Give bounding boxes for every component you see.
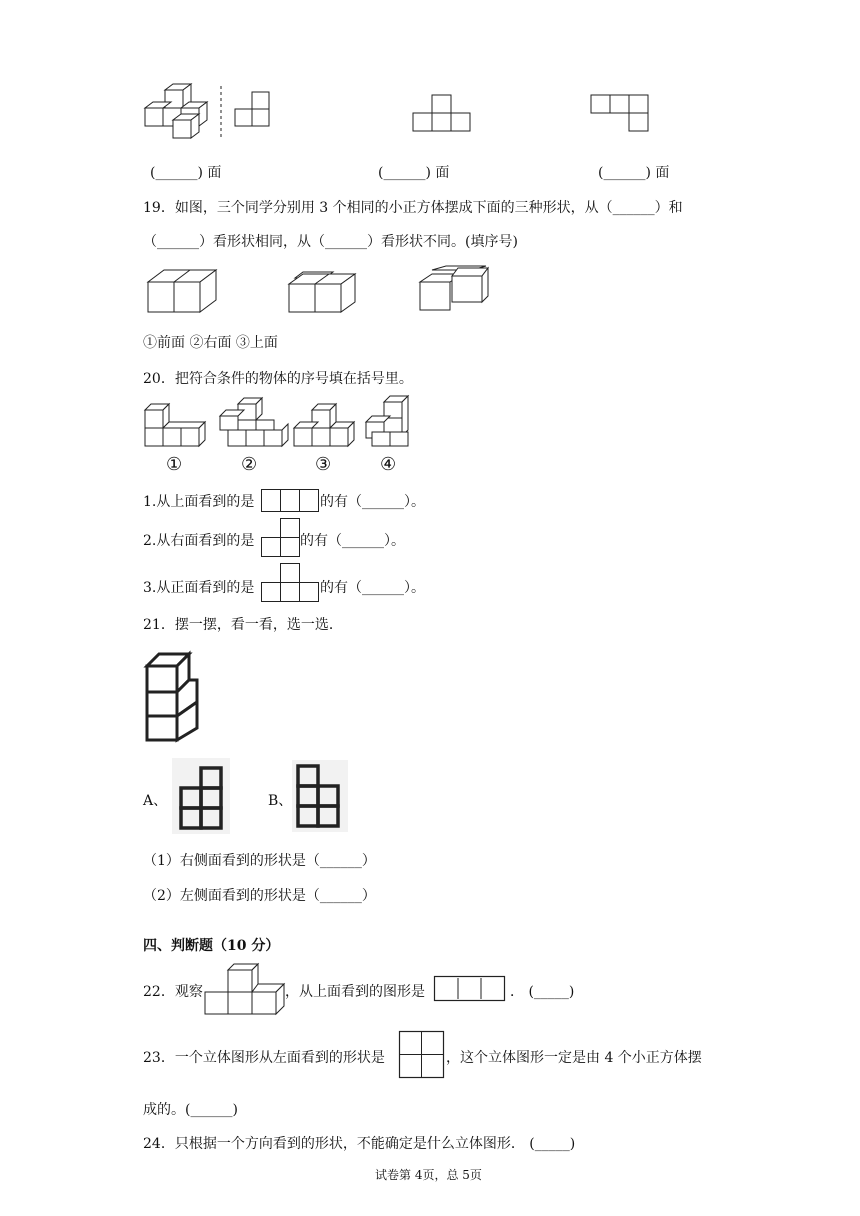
- q20-s1-suffix[interactable]: 的有（______）。: [320, 494, 425, 510]
- q20-object-2: [218, 396, 290, 452]
- q21-option-b-shape[interactable]: [292, 760, 350, 836]
- q18-view-c: [590, 94, 652, 134]
- q23-left-view-shape: [399, 1031, 445, 1079]
- q20-s2-shape: [261, 518, 303, 560]
- q18-blank-2[interactable]: (______) 面: [378, 165, 450, 181]
- q20-object-3: [292, 400, 364, 452]
- q21-option-a-shape[interactable]: [172, 758, 232, 834]
- q19-shape-1: [146, 268, 226, 318]
- q22-prefix: 22．观察: [143, 984, 203, 1000]
- q20-s2-suffix[interactable]: 的有（______）。: [300, 533, 405, 549]
- q20-title: 20．把符合条件的物体的序号填在括号里。: [143, 371, 413, 387]
- q18-view-a: [234, 90, 274, 130]
- q22-suffix[interactable]: ． (_____): [510, 984, 575, 1000]
- q23-suffix: ，这个立体图形一定是由 4 个小正方体摆: [446, 1050, 702, 1066]
- q20-s2-prefix: 2.从右面看到的是: [143, 533, 255, 549]
- q21-sub2[interactable]: （2）左侧面看到的形状是（______）: [143, 888, 376, 904]
- q20-label-1: ①: [166, 454, 183, 475]
- q19-shape-2: [287, 268, 367, 318]
- q19-text-line1: 19．如图，三个同学分别用 3 个相同的小正方体摆成下面的三种形状，从（______）和: [143, 200, 683, 216]
- q21-title: 21．摆一摆，看一看，选一选．: [143, 617, 343, 633]
- q19-text-line2: （______）看形状相同，从（______）看形状不同。(填序号): [143, 234, 518, 250]
- q20-object-1: [143, 400, 215, 452]
- q23-line2[interactable]: 成的。(______): [143, 1102, 238, 1118]
- q19-options: ①前面 ②右面 ③上面: [143, 335, 278, 351]
- q20-s3-suffix[interactable]: 的有（______）。: [320, 580, 425, 596]
- q22-object-figure: [204, 962, 286, 1018]
- q20-s3-shape: [261, 563, 321, 605]
- q21-sub1[interactable]: （1）右侧面看到的形状是（______）: [143, 853, 376, 869]
- q20-s1-prefix: 1.从上面看到的是: [143, 494, 255, 510]
- q21-option-a-label: A、: [143, 793, 168, 809]
- page-footer: 试卷第 4页，总 5页: [375, 1168, 482, 1182]
- q18-blank-1[interactable]: (______) 面: [150, 165, 222, 181]
- q22-top-view-shape: [434, 976, 506, 1002]
- section4-heading: 四、判断题（10 分）: [143, 938, 280, 954]
- q24-text[interactable]: 24．只根据一个方向看到的形状，不能确定是什么立体图形． (_____): [143, 1136, 576, 1152]
- q18-divider-dashed: [219, 86, 223, 140]
- q18-view-b: [412, 94, 474, 134]
- q22-middle: ，从上面看到的图形是: [285, 984, 425, 1000]
- q18-blank-3[interactable]: (______) 面: [598, 165, 670, 181]
- q20-s1-shape: [261, 489, 321, 513]
- q20-label-4: ④: [380, 454, 397, 475]
- q19-shape-3: [418, 264, 498, 314]
- q18-cube-stack-figure: [143, 88, 223, 140]
- q20-object-4: [364, 394, 424, 452]
- q20-s3-prefix: 3.从正面看到的是: [143, 580, 255, 596]
- q20-label-2: ②: [241, 454, 258, 475]
- q21-option-b-label: B、: [268, 793, 293, 809]
- q23-prefix: 23．一个立体图形从左面看到的形状是: [143, 1050, 385, 1066]
- q20-label-3: ③: [315, 454, 332, 475]
- q21-tower-figure: [145, 652, 203, 744]
